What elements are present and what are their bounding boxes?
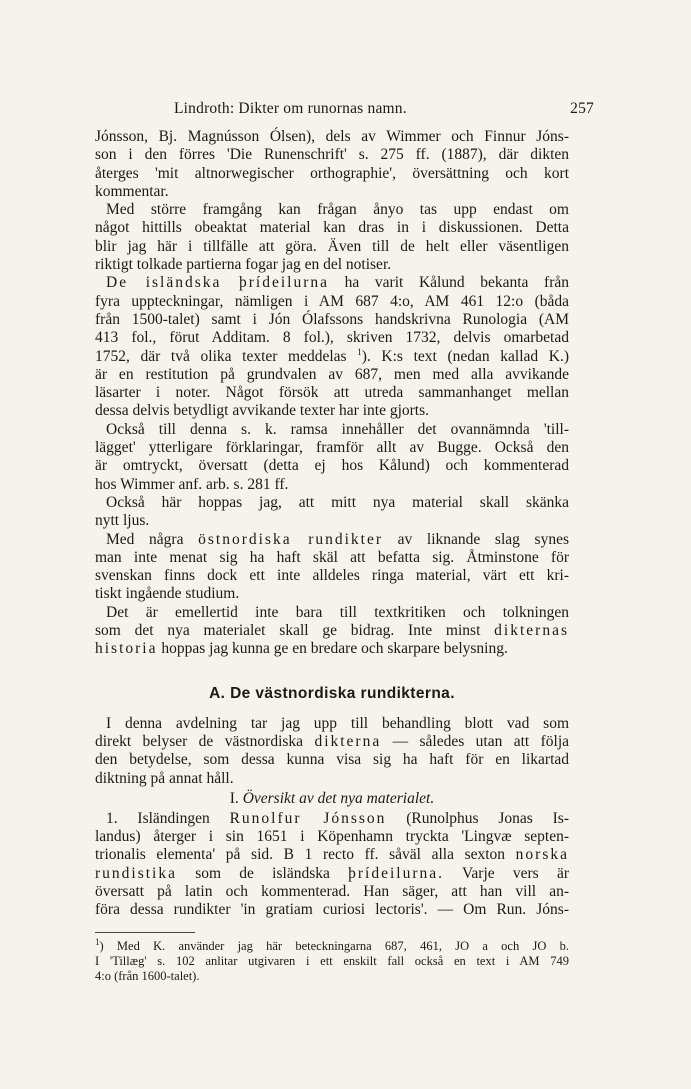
text-line: 1. Isländingen Runolfur Jónsson (Runolphus Jonas Is- (106, 809, 569, 827)
text-line: riktigt tolkade partierna fogar jag en del notiser. (95, 256, 392, 274)
text-line: Också här hoppas jag, att mitt nya material skall skänka (106, 493, 569, 511)
page-number: 257 (570, 100, 594, 117)
text-line: dessa delvis betydligt avvikande texter har inte gjorts. (95, 402, 430, 420)
text-line: Med några östnordiska rundikter av liknande slag synes (106, 530, 569, 548)
text-line: läsarter i noter. Något försök att utreda sammanhanget mellan (95, 384, 569, 402)
paragraph-historia (95, 604, 569, 659)
text-line: den betydelse, som dessa kunna visa sig ha haft för en likartad (95, 751, 569, 769)
footnote-reference[interactable]: 1 (357, 346, 362, 357)
paragraph-item-1 (95, 810, 569, 920)
text-line: tiskt ingående studium. (95, 585, 240, 603)
text-line: från 1500-talet) samt i Jón Ólafssons handskrivna Runologia (AM (95, 310, 569, 328)
footnote-line: 4:o (från 1600-talet). (95, 968, 200, 983)
spaced-term: historia (95, 640, 158, 658)
body-text (95, 128, 569, 984)
text-line: nytt ljus. (95, 512, 150, 530)
text-line: svenskan finns dock ett inte alldeles ringa material, värt ett kri- (95, 567, 569, 585)
spaced-term: De isländska þrídeilurna (106, 274, 330, 292)
text-line: man inte menat sig ha haft skäl att befatta sig. Åtminstone för (95, 548, 569, 566)
text-line: hos Wimmer anf. arb. s. 281 ff. (95, 475, 289, 493)
section-heading: A. De västnordiska rundikterna. (209, 684, 455, 702)
text-line: 413 fol., förut Additam. 8 fol.), skriven 1732, delvis omarbetad (95, 329, 569, 347)
paragraph-tillagget (95, 421, 569, 531)
text-line: Jónsson, Bj. Magnússon Ólsen), dels av Wimmer och Finnur Jóns- (95, 128, 569, 145)
text-line: historia hoppas jag kunna ge en bredare och skarpare belysning. (95, 640, 508, 658)
text-line: direkt belyser de västnordiska dikterna — således utan att följa (95, 732, 570, 750)
footnote-1 (95, 936, 569, 984)
running-head (174, 100, 594, 122)
text-line: trionalis elementa' på sid. B 1 recto ff. såväl alla sexton norska (95, 846, 569, 864)
text-line: landus) återger i sin 1651 i Köpenhamn tryckta 'Lingvæ septen- (95, 828, 569, 846)
text-line: lägget' ytterligare förklaringar, framför allt av Bugge. Också den (95, 439, 569, 457)
paragraph-ostnordiska (95, 531, 569, 604)
section-gap (95, 659, 569, 681)
text-line: 1752, där två olika texter meddelas $^1$). K:s text (nedan kallad K.) (95, 346, 569, 365)
text-line: kommentar. (95, 182, 169, 200)
spaced-term: östnordiska rundikter (198, 530, 384, 548)
text-line: är omtryckt, översatt (detta ej hos Kålund) och kommenterad (95, 457, 569, 475)
text-line: I denna avdelning tar jag upp till behandling blott vad som (106, 714, 569, 732)
text-line: Också till denna s. k. ramsa innehåller det ovannämnda 'till- (106, 420, 569, 438)
spaced-term: dikternas (494, 622, 569, 640)
footnote-line: I 'Tillæg' s. 102 anlitar utgivaren i ett enskilt fall också en text i AM 749 (95, 953, 569, 968)
subsection-heading: I. Översikt av det nya materialet. (229, 789, 435, 807)
heading-gap (95, 707, 569, 715)
text-line: som det nya materialet skall ge bidrag. Inte minst dikternas (95, 622, 569, 640)
paragraph-section-intro (95, 715, 569, 788)
text-line: fyra uppteckningar, nämligen i AM 687 4:o, AM 461 12:o (båda (95, 292, 569, 310)
text-line: återges 'mit altnorwegischer orthographie', översättning och kort (95, 164, 569, 182)
spaced-term: Runolfur Jónsson (229, 809, 387, 827)
running-head-title: Lindroth: Dikter om runornas namn. (174, 100, 407, 117)
text-line: rundistika som de isländska þrídeilurna. Varje vers är (95, 864, 569, 882)
text-line: föra dessa rundikter 'in gratiam curiosi lectoris'. — Om Run. Jóns- (95, 901, 569, 919)
footnote-line: $^1$) Med K. använder jag här beteckningarna 687, 461, JO a och JO b. (95, 936, 569, 953)
text-line: Med större framgång kan frågan ånyo tas upp endast om (106, 201, 569, 219)
text-line: diktning på annat håll. (95, 769, 234, 787)
text-line: De isländska þrídeilurna ha varit Kålund bekanta från (106, 274, 570, 292)
spaced-term: dikterna (314, 732, 382, 750)
text-line: är en restitution på grundvalen av 687, men med alla avvikande (95, 365, 569, 383)
text-line: blir jag här i tillfälle att göra. Även till de helt eller väsentligen (95, 237, 569, 255)
text-line: något hittills obeaktat material kan dras in i diskussionen. Detta (95, 219, 569, 237)
spaced-term: norska (515, 846, 569, 864)
text-line: Det är emellertid inte bara till textkritiken och tolkningen (106, 603, 569, 621)
spaced-term: þrídeilurna. (348, 864, 444, 882)
text-line: son i den förres 'Die Runenschrift' s. 275 ff. (1887), där dikten (95, 146, 569, 164)
paragraph-thrideilur (95, 274, 569, 420)
spaced-term: rundistika (95, 864, 177, 882)
footnote-mark: 1 (95, 936, 100, 947)
footnote-rule (95, 932, 195, 933)
text-line: översatt på latin och kommenterad. Han säger, att han vill an- (95, 882, 569, 900)
paragraph-continuation (95, 128, 569, 274)
